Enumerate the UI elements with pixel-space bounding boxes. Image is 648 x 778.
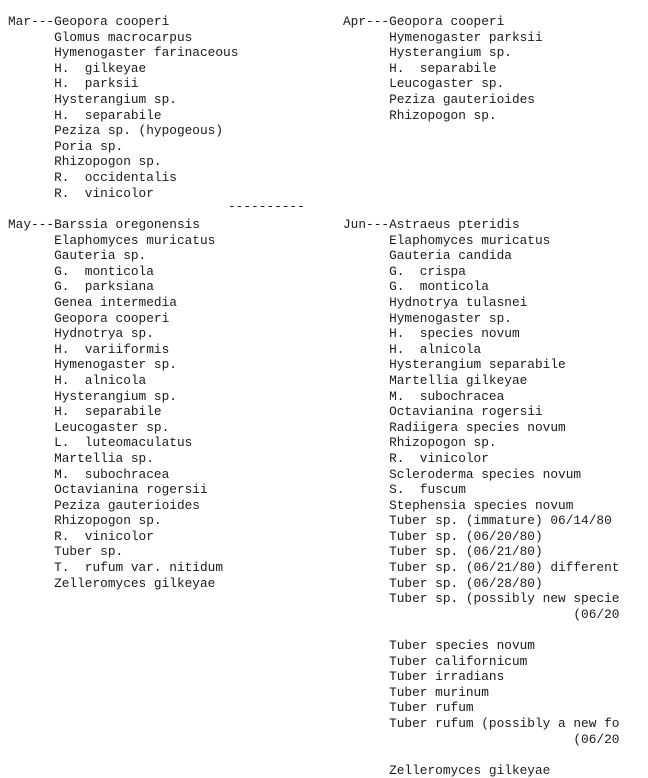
section-april xyxy=(343,14,543,123)
species-line: S. fuscum xyxy=(343,482,466,498)
species-line: Martellia sp. xyxy=(8,450,154,466)
species-line: Hymenogaster parksii xyxy=(343,29,543,45)
species-line: G. monticola xyxy=(8,263,154,279)
species-line: Genea intermedia xyxy=(8,294,177,310)
species-line: Scleroderma species novum xyxy=(343,466,582,482)
species-line: Leucogaster sp. xyxy=(343,76,505,92)
species-line: H. variiformis xyxy=(8,341,170,357)
species-line: Tuber sp. (possibly new specie xyxy=(343,591,620,607)
species-line: Tuber sp. xyxy=(8,544,124,560)
species-line: May---Barssia oregonensis xyxy=(8,217,200,232)
species-line: Peziza gauterioides xyxy=(343,91,535,107)
species-line: R. vinicolor xyxy=(8,185,154,201)
species-line: Martellia gilkeyae xyxy=(343,372,528,388)
species-line: Mar---Geopora cooperi xyxy=(8,14,170,29)
species-line: R. vinicolor xyxy=(343,450,489,466)
section-may xyxy=(8,217,223,591)
species-line: Hysterangium sp. xyxy=(8,388,177,404)
species-line: Tuber sp. (immature) 06/14/80 xyxy=(343,513,612,529)
species-line: Peziza sp. (hypogeous) xyxy=(8,123,224,139)
species-line: Rhizopogon sp. xyxy=(343,107,497,123)
species-line: T. rufum var. nitidum xyxy=(8,560,224,576)
species-line: Peziza gauterioides xyxy=(8,497,200,513)
species-line xyxy=(343,747,619,763)
species-line: Elaphomyces muricatus xyxy=(343,232,551,248)
species-line: (06/20 xyxy=(343,731,620,747)
species-line: Tuber californicum xyxy=(343,653,528,669)
species-line: M. subochracea xyxy=(8,466,170,482)
species-line: Apr---Geopora cooperi xyxy=(343,14,505,29)
species-line: R. occidentalis xyxy=(8,169,177,185)
species-line: R. vinicolor xyxy=(8,528,154,544)
species-line: Tuber irradians xyxy=(343,669,505,685)
species-line: H. parksii xyxy=(8,76,139,92)
species-line: Gauteria candida xyxy=(343,248,512,264)
section-divider: ---------- xyxy=(228,199,305,214)
species-line: H. separabile xyxy=(343,60,497,76)
section-march xyxy=(8,14,238,201)
species-line: Hysterangium sp. xyxy=(343,45,512,61)
species-line: Hysterangium sp. xyxy=(8,91,177,107)
species-line: Hymenogaster farinaceous xyxy=(8,45,239,61)
species-line: G. monticola xyxy=(343,279,489,295)
species-line: (06/20 xyxy=(343,606,620,622)
species-line: Hymenogaster sp. xyxy=(343,310,512,326)
species-line: Hysterangium separabile xyxy=(343,357,566,373)
species-line: Tuber rufum (possibly a new fo xyxy=(343,716,620,731)
species-line: Tuber rufum xyxy=(343,700,474,716)
species-line: Tuber sp. (06/21/80) different xyxy=(343,560,620,576)
species-line: Hydnotrya tulasnei xyxy=(343,294,528,310)
species-line: Hydnotrya sp. xyxy=(8,326,154,342)
species-line: Tuber sp. (06/21/80) xyxy=(343,544,543,560)
species-line: M. subochracea xyxy=(343,388,505,404)
species-line: Gauteria sp. xyxy=(8,248,147,264)
species-line: G. parksiana xyxy=(8,279,154,295)
species-line: H. separabile xyxy=(8,404,162,420)
species-line: H. alnicola xyxy=(8,372,147,388)
species-line: Zelleromyces gilkeyae xyxy=(8,575,216,591)
species-line: H. gilkeyae xyxy=(8,60,147,76)
section-june xyxy=(343,217,619,778)
species-line: Tuber murinum xyxy=(343,684,489,700)
species-line xyxy=(343,622,619,638)
species-line: Zelleromyces gilkeyae xyxy=(343,762,551,778)
species-line: Elaphomyces muricatus xyxy=(8,232,216,248)
species-line: H. separabile xyxy=(8,107,162,123)
species-line: H. alnicola xyxy=(343,341,482,357)
species-line: Tuber sp. (06/28/80) xyxy=(343,575,543,591)
species-line: Octavianina rogersii xyxy=(343,404,543,420)
species-line: Jun---Astraeus pteridis xyxy=(343,217,520,232)
species-line: G. crispa xyxy=(343,263,466,279)
species-line: L. luteomaculatus xyxy=(8,435,193,451)
species-line: Poria sp. xyxy=(8,138,124,154)
species-line: Octavianina rogersii xyxy=(8,482,208,498)
species-line: Glomus macrocarpus xyxy=(8,29,193,45)
species-line: Leucogaster sp. xyxy=(8,419,170,435)
species-line: Stephensia species novum xyxy=(343,497,574,513)
species-line: Rhizopogon sp. xyxy=(8,154,162,170)
species-line: H. species novum xyxy=(343,326,520,342)
species-line: Tuber sp. (06/20/80) xyxy=(343,528,543,544)
species-line: Tuber species novum xyxy=(343,638,535,654)
species-line: Hymenogaster sp. xyxy=(8,357,177,373)
species-line: Rhizopogon sp. xyxy=(343,435,497,451)
species-line: Rhizopogon sp. xyxy=(8,513,162,529)
species-line: Geopora cooperi xyxy=(8,310,170,326)
species-line: Radiigera species novum xyxy=(343,419,566,435)
